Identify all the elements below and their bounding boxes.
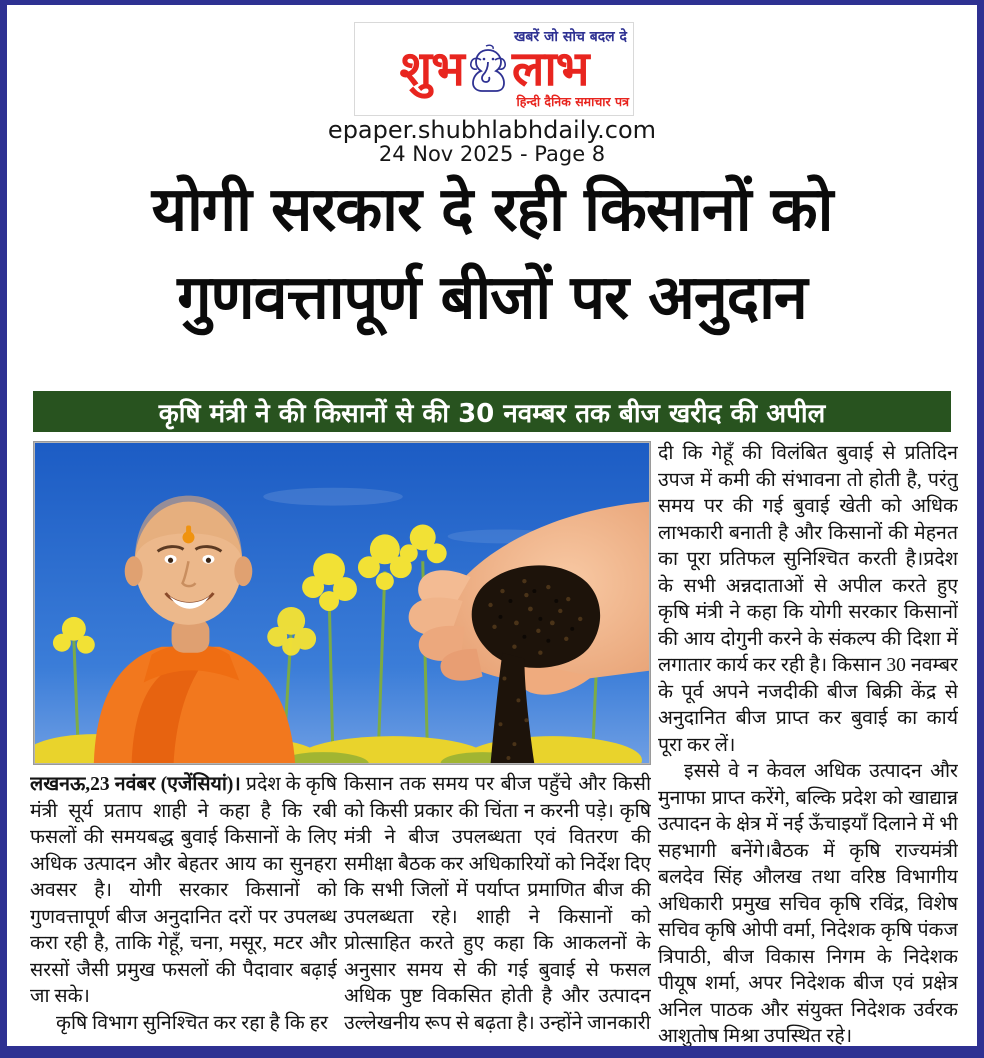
ganesh-icon <box>466 44 510 94</box>
epaper-url: epaper.shubhlabhdaily.com <box>327 116 657 144</box>
article-column-2 <box>344 772 651 1046</box>
article-column-3 <box>658 441 958 1046</box>
article-headline <box>20 166 964 343</box>
masthead <box>354 22 634 116</box>
page-frame-top <box>0 0 984 5</box>
masthead-title-right: लाभ <box>511 40 589 97</box>
masthead-subtitle: हिन्दी दैनिक समाचार पत्र <box>516 93 629 109</box>
article-column-1 <box>30 772 337 1046</box>
masthead-title-row <box>399 40 589 97</box>
headline-line1: योगी सरकार दे रही किसानों को <box>151 174 833 245</box>
date-page-label: 24 Nov 2025 - Page 8 <box>378 142 606 166</box>
photo-illustration <box>34 442 650 764</box>
masthead-title-left: शुभ <box>399 40 464 97</box>
col3-paragraph-1: दी कि गेहूँ की विलंबित बुवाई से प्रतिदिन उपज में कमी की संभावना तो होती है, परंतु समय पर की गई बुवाई खेती को अधिक लाभकारी बनाती है और किसानों की मेहनत का पूरा प्रतिफल सुनिश्चित करती है।प्रदेश के सभी अन्नदाताओं से अपील करते हुए कृषि मंत्री ने कहा कि योगी सरकार किसानों की आय दोगुनी करने के संकल्प की दिशा में लगातार कार्य कर रही है। किसान 30 नवम्बर के पूर्व अपने नजदीकी बीज बिक्री केंद्र से अनुदानित बीज प्राप्त कर बुवाई का कार्य पूरा कर लें। <box>658 443 958 756</box>
dateline-lead: लखनऊ,23 नवंबर (एजेंसियां)। <box>30 774 241 795</box>
col2-paragraph-1: किसान तक समय पर बीज पहुँचे और किसी को किसी प्रकार की चिंता न करनी पड़े। कृषि मंत्री ने बीज उपलब्धता एवं वितरण की समीक्षा बैठक कर अधिकारियों को निर्देश दिए कि सभी जिलों में पर्याप्त प्रमाणित बीज की उपलब्धता रहे। शाही ने किसानों को प्रोत्साहित करते हुए कहा कि आकलनों के अनुसार समय से की गई बुवाई से फसल अधिक पुष्ट विकसित होती है और उत्पादन उल्लेखनीय रूप से बढ़ता है। उन्होंने जानकारी <box>344 774 651 1034</box>
page-frame-bottom <box>0 1046 984 1058</box>
col3-paragraph-2: इससे वे न केवल अधिक उत्पादन और मुनाफा प्राप्त करेंगे, बल्कि प्रदेश को खाद्यान्न उत्पादन के क्षेत्र में नई ऊँचाइयाँ दिलाने में भी सहभागी बनेंगे।बैठक में कृषि राज्यमंत्री बलदेव सिंह औलख तथा वरिष्ठ विभागीय अधिकारी प्रमुख सचिव कृषि रविंद्र, विशेष सचिव कृषि ओपी वर्मा, निदेशक कृषि पंकज त्रिपाठी, बीज विकास निगम के निदेशक पीयूष शर्मा, अपर निदेशक बीज एवं प्रक्षेत्र अनिल पाठक और संयुक्त निदेशक उर्वरक आशुतोष मिश्रा उपस्थित रहे। <box>658 761 958 1046</box>
col1-paragraph-1 <box>30 772 337 1011</box>
headline-line2: गुणवत्तापूर्ण बीजों पर अनुदान <box>177 262 807 334</box>
article-photo <box>33 441 651 765</box>
sub-headline-banner: कृषि मंत्री ने की किसानों से की 30 नवम्बर तक बीज खरीद की अपील <box>33 391 951 432</box>
col1-paragraph-1-text: प्रदेश के कृषि मंत्री सूर्य प्रताप शाही ने कहा है कि रबी फसलों की समयबद्ध बुवाई किसानों के लिए अधिक उत्पादन और बेहतर आय का सुनहरा अवसर है। योगी सरकार किसानों को गुणवत्तापूर्ण बीज अनुदानित दरों पर उपलब्ध करा रही है, ताकि गेहूँ, चना, मसूर, मटर और सरसों जैसी प्रमुख फसलों की पैदावार बढ़ाई जा सके। <box>30 774 337 1007</box>
col1-paragraph-2: कृषि विभाग सुनिश्चित कर रहा है कि हर <box>56 1012 328 1034</box>
masthead-tagline: खबरें जो सोच बदल दे <box>513 28 627 45</box>
